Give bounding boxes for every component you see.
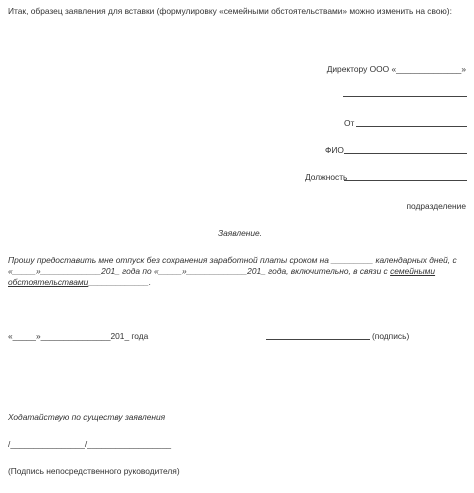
intro-text: Итак, образец заявления для вставки (формулировку «семейными обстоятельствами» можно изменить на свою): [8,6,452,16]
director-line: Директору ООО «______________» [326,64,466,74]
blank-line [343,96,467,97]
body-line-1: Прошу предоставить мне отпуск без сохранения заработной платы сроком на _________ календарных дней, с [8,255,457,265]
body-line-2-text: «_____»_____________201_ года по «_____»_____________201_ года, включительно, в связи с [8,266,391,276]
signature-label: (подпись) [372,331,410,341]
body-line-2 [8,266,435,276]
department-label: подразделение [406,201,466,211]
body-line-3 [8,277,151,287]
from-label: От [344,118,355,128]
reason-link[interactable]: семейными [390,266,436,276]
fio-blank [344,153,467,154]
reason-link-continued[interactable]: обстоятельствами [8,277,89,287]
petition-text: Ходатайствую по существу заявления [8,412,166,422]
position-label: Должность [305,172,348,182]
body-line-3-text: _____________. [88,277,152,287]
supervisor-caption: (Подпись непосредственного руководителя) [8,466,180,476]
signature-blank [266,339,370,340]
position-blank [344,180,467,181]
document-title: Заявление. [218,228,262,238]
from-blank [356,126,467,127]
fio-label: ФИО [325,145,344,155]
date-line: «_____»_______________201_ года [8,331,149,341]
supervisor-blank-line: /________________/__________________ [8,439,172,449]
